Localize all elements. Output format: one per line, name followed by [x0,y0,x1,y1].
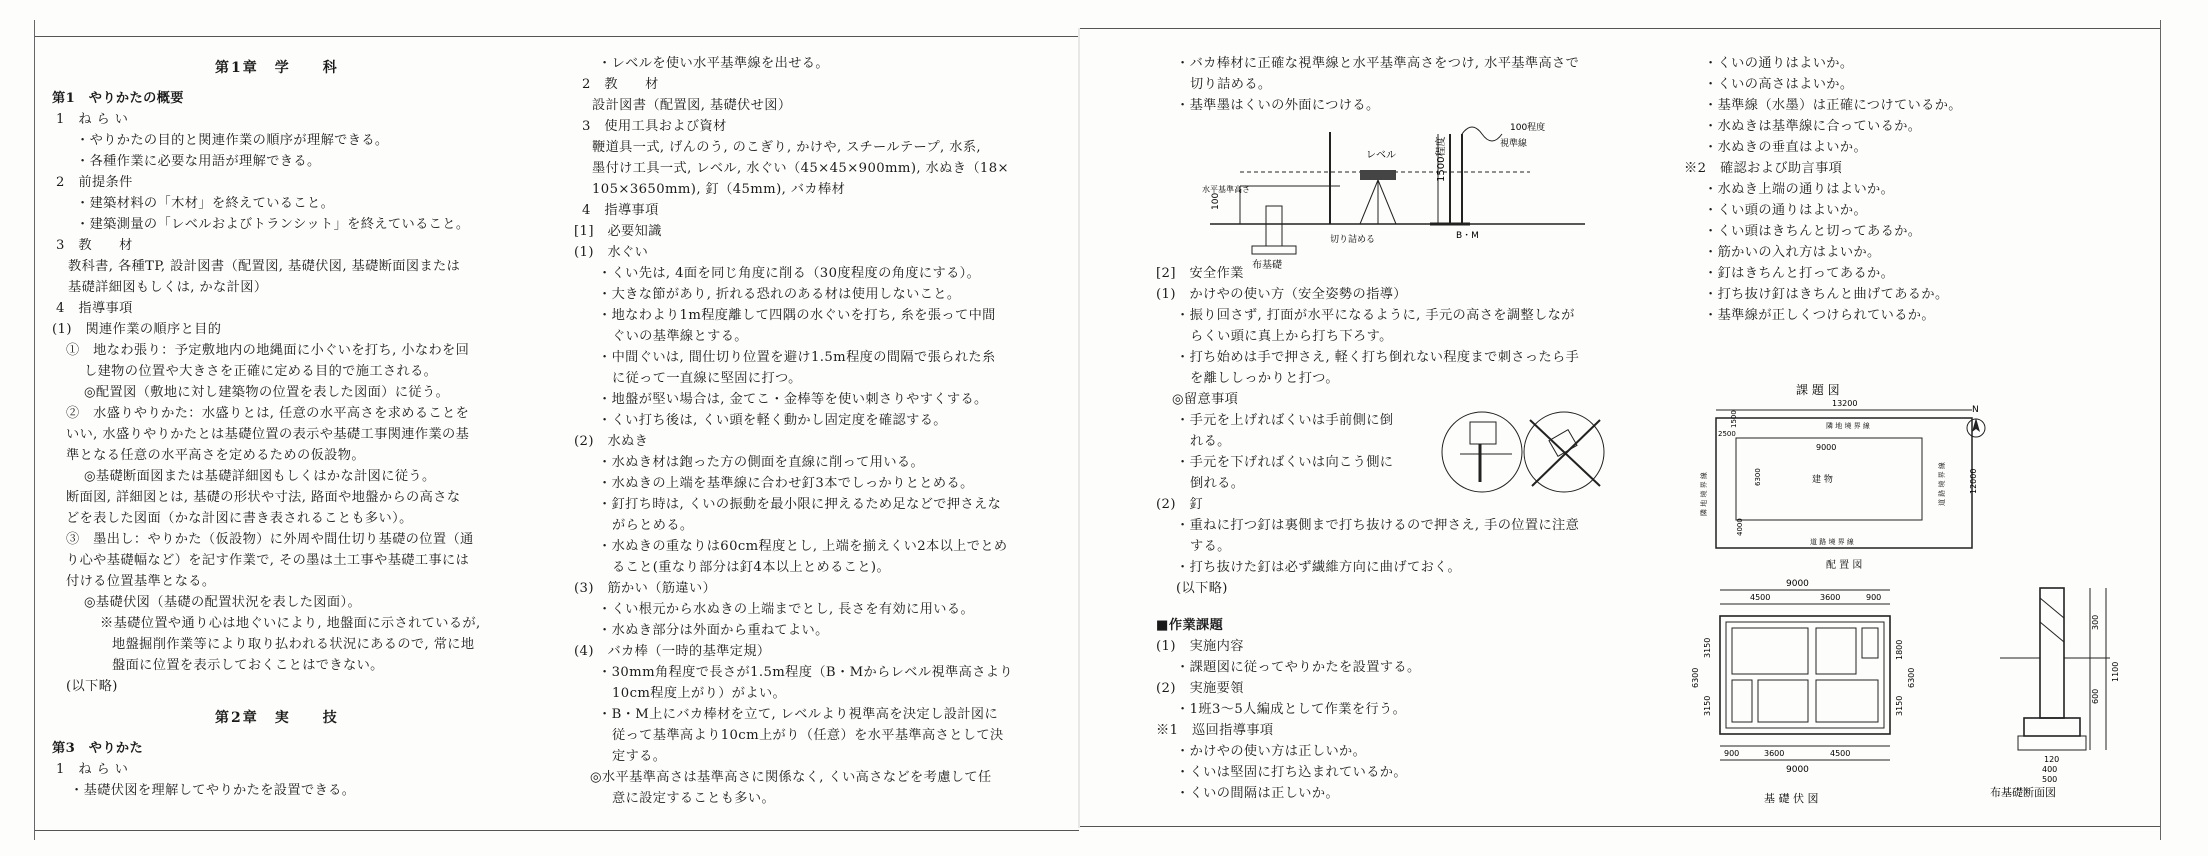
column3-line: (1) 実施内容 [1156,639,1244,654]
column4-line: ※2 確認および助言事項 [1684,161,1843,176]
column2-line: ・B・M上にバカ棒材を立て, レベルより視準高を決定し設計図に [598,707,999,722]
column3-line: [2] 安全作業 [1156,266,1244,281]
column2-line: に従って一直線に堅固に打つ。 [612,371,802,386]
svg-text:隣 地 境 界 線: 隣 地 境 界 線 [1700,472,1708,516]
column1-line: 地盤掘削作業等により取り払われる状況にあるので, 常に地 [112,637,475,652]
column1-line: 教科書, 各種TP, 設計図書（配置図, 基礎伏図, 基礎断面図または [68,259,461,274]
svg-text:3150: 3150 [1895,695,1904,716]
svg-text:1100: 1100 [2111,661,2120,682]
svg-text:道 路 境 界 線: 道 路 境 界 線 [1938,462,1946,506]
column2-line: 従って基準高より10cm上がり（任意）を水平基準高さとして決 [612,728,1004,743]
bm-label: B・M [1456,231,1479,241]
column1-line: し建物の位置や大きさを正確に定める目的で施工される。 [84,364,438,379]
svg-text:3600: 3600 [1820,593,1841,602]
site-plan [1676,376,2006,576]
column1-line: 付ける位置基準となる。 [66,574,216,589]
column3-line: ・1班3～5人編成として作業を行う。 [1176,702,1407,717]
column3-line: ・くいは堅固に打ち込まれているか。 [1176,765,1407,780]
svg-text:13200: 13200 [1832,399,1858,408]
svg-text:400: 400 [2042,765,2058,774]
column4-line: ・くい頭はきちんと切ってあるか。 [1704,224,1922,239]
column1-line: 第1 やりかたの概要 [52,91,184,106]
column3-line: (2) 釘 [1156,497,1204,512]
column2-line: ・地盤が堅い場合は, 金てこ・金棒等を使い刺さりやすくする。 [598,392,988,407]
column2-line: ・くい根元から水ぬきの上端までとし, 長さを有効に用いる。 [598,602,975,617]
svg-text:4000: 4000 [1736,518,1744,536]
sight-line-label: 視準線 [1500,139,1528,149]
column1-line: 第2章 実 技 [215,710,339,726]
svg-text:600: 600 [2091,688,2100,704]
svg-text:6300: 6300 [1691,667,1700,688]
svg-text:隣 地 境 界 線: 隣 地 境 界 線 [1826,422,1870,430]
column3-line: ■作業課題 [1156,618,1224,633]
column3-line: ※1 巡回指導事項 [1156,723,1274,738]
column1-line: ◎基礎伏図（基礎の配置状況を表した図面）。 [84,595,362,610]
foundation-plan [1680,576,1920,812]
column3-line: (2) 実施要領 [1156,681,1244,696]
column2-line: ◎水平基準高さは基準高さに関係なく, くい高さなどを考慮して任 [590,770,992,785]
column3-line: ・打ち始めは手で押さえ, 軽く打ち倒れない程度まで刺さったら手 [1176,350,1580,365]
column1-line: どを表した図面（かな計図に書き表されることも多い）。 [66,511,413,526]
column4-line: ・打ち抜け釘はきちんと曲げてあるか。 [1704,287,1949,302]
mallet-figure [1440,404,1610,504]
column2-line: ・くい先は, 4面を同じ角度に削る（30度程度の角度にする）。 [598,266,981,281]
section-caption: 布基礎断面図 [1990,786,2056,798]
svg-text:2500: 2500 [1718,430,1736,438]
column2-line: ・水ぬき部分は外面から重ねてよい。 [598,623,829,638]
column2-line: (2) 水ぬき [574,434,649,449]
column1-line: ・基礎伏図を理解してやりかたを設置できる。 [70,783,356,798]
svg-text:9000: 9000 [1786,579,1809,589]
foundation-plan-caption: 基 礎 伏 図 [1764,792,1819,805]
column3-line: ・バカ棒材に正確な視準線と水平基準高さをつけ, 水平基準高さで [1176,56,1580,71]
column3-line: らくい頭に真上から打ち下ろす。 [1190,329,1393,344]
column1-line: ・やりかたの目的と関連作業の順序が理解できる。 [76,133,389,148]
top-rule-left [34,36,1079,37]
column2-line: ・水ぬきの重なりは60cm程度とし, 上端を揃えくい2本以上でとめ [598,539,1008,554]
svg-text:9000: 9000 [1786,765,1809,775]
column1-line: ・建築測量の「レベルおよびトランシット」を終えていること。 [76,217,470,232]
column1-line: 1 ね ら い [56,762,129,777]
column4-line: ・筋かいの入れ方はよいか。 [1704,245,1881,260]
column2-line: ・水ぬきの上端を基準線に合わせ釘3本でしっかりととめる。 [598,476,974,491]
column1-line: り心や基礎幅など）を記す作業で, その墨は土工事や基礎工事には [66,553,470,568]
column2-line: 3 使用工具および資材 [582,119,727,134]
svg-text:1800: 1800 [1895,639,1904,660]
column3-line: 倒れる。 [1190,476,1245,491]
level-figure [1200,112,1590,272]
height-100-label: 100程度 [1510,123,1546,133]
column2-line: ・釘打ち時は, くいの振動を最小限に押えるため足などで押さえな [598,497,1002,512]
column2-line: 2 教 材 [582,77,659,92]
column4-line: ・くいの通りはよいか。 [1704,56,1854,71]
cut-label: 切り詰める [1330,235,1376,245]
column3-line: ・くいの間隔は正しいか。 [1176,786,1340,801]
svg-text:900: 900 [1724,749,1740,758]
svg-text:道 路 境 界 線: 道 路 境 界 線 [1810,538,1854,546]
column1-line: 基礎詳細図もしくは, かな計図） [68,280,268,295]
strip-foundation-label: 布基礎 [1252,260,1282,271]
column4-line: ・くい頭の通りはよいか。 [1704,203,1868,218]
column1-line: (1) 関連作業の順序と目的 [52,322,222,337]
column3-line: ・重ねに打つ釘は裏側まで打ち抜けるので押さえ, 手の位置に注意 [1176,518,1580,533]
column2-line: 4 指導事項 [582,203,659,218]
column1-line: 3 教 材 [56,238,133,253]
column1-line: (以下略) [66,679,118,694]
column2-line: 鞭道具一式, げんのう, のこぎり, かけや, スチールテープ, 水系, [592,140,982,155]
column4-line: ・水ぬき上端の通りはよいか。 [1704,182,1895,197]
column1-line: 2 前提条件 [56,175,133,190]
column2-line: 墨付け工具一式, レベル, 水ぐい（45×45×900mm), 水ぬき（18× [592,161,1009,176]
column3-line: ◎留意事項 [1172,392,1239,407]
column3-line: ・基準墨はくいの外面につける。 [1176,98,1380,113]
column1-line: 1 ね ら い [56,112,129,127]
column3-line: れる。 [1190,434,1231,449]
column2-line: 105×3650mm), 釘（45mm), バカ棒材 [592,182,846,197]
dim-100-label: 100 [1211,192,1221,210]
column1-line: 4 指導事項 [56,301,133,316]
svg-text:12000: 12000 [1969,468,1978,494]
svg-text:9000: 9000 [1816,443,1837,452]
column3-line: 切り詰める。 [1190,77,1272,92]
top-rule-right [1080,28,2160,29]
svg-text:6300: 6300 [1754,468,1762,486]
column1-line: ② 水盛りやりかた：水盛りとは, 任意の水平高さを求めることを [66,406,470,421]
column1-line: 断面図, 詳細図とは, 基礎の形状や寸法, 路面や地盤からの高さな [66,490,461,505]
left-border [34,20,35,840]
column3-line: ・課題図に従ってやりかたを設置する。 [1176,660,1421,675]
column2-line: ぐいの基準線とする。 [612,329,748,344]
svg-text:4500: 4500 [1750,593,1771,602]
column2-line: ・30mm角程度で長さが1.5m程度（B・Mからレベル視準高さより [598,665,1013,680]
column2-line: ・大きな節があり, 折れる恐れのある材は使用しないこと。 [598,287,961,302]
column2-line: 10cm程度上がり）がよい。 [612,686,787,701]
svg-text:建 物: 建 物 [1812,475,1833,485]
foundation-section [1990,578,2130,798]
column1-line: ◎基礎断面図または基礎詳細図もしくはかな計図に従う。 [84,469,436,484]
column4-line: ・基準線が正しくつけられているか。 [1704,308,1935,323]
column2-line: (4) バカ棒（一時的基準定規） [574,644,771,659]
north-label: N [1972,405,1979,415]
svg-text:3150: 3150 [1703,695,1712,716]
column1-line: ※基礎位置や通り心は地ぐいにより, 地盤面に示されているが, [100,616,481,631]
column1-line: 第1章 学 科 [215,60,339,76]
column3-line: ・かけやの使い方は正しいか。 [1176,744,1367,759]
column1-line: ・建築材料の「木材」を終えていること。 [76,196,335,211]
svg-text:900: 900 [1866,593,1882,602]
column3-line: する。 [1190,539,1231,554]
column1-line: 準となる任意の水平高さを定めるための仮設物。 [66,448,365,463]
column4-line: ・水ぬきの垂直はよいか。 [1704,140,1868,155]
svg-text:3600: 3600 [1764,749,1785,758]
column4-line: ・釘はきちんと打ってあるか。 [1704,266,1895,281]
bottom-rule-left [34,830,1079,831]
column4-line: ・くいの高さはよいか。 [1704,77,1854,92]
page-fold [1078,28,1080,828]
column1-line: ・各種作業に必要な用語が理解できる。 [76,154,321,169]
column3-line: ・手元を上げればくいは手前側に倒 [1176,413,1394,428]
column2-line: 意に設定することも多い。 [612,791,776,806]
column2-line: ること(重なり部分は釘4本以上とめること)。 [612,560,891,575]
column1-line: 盤面に位置を表示しておくことはできない。 [112,658,384,673]
svg-text:500: 500 [2042,775,2058,784]
svg-text:300: 300 [2091,614,2100,630]
column3-line: (以下略) [1176,581,1228,596]
svg-text:120: 120 [2044,755,2060,764]
column2-line: 設計図書（配置図, 基礎伏せ図） [592,98,792,113]
column2-line: ・水ぬき材は鉋った方の側面を直線に削って用いる。 [598,455,925,470]
column1-line: ◎配置図（敷地に対し建築物の位置を表した図面）に従う。 [84,385,450,400]
height-1500-label: 1500程度 [1436,136,1447,182]
column2-line: (3) 筋かい（筋違い） [574,581,717,596]
column3-line: ・手元を下げればくいは向こう側に [1176,455,1394,470]
column2-line: がらとめる。 [612,518,694,533]
column2-line: ・中間ぐいは, 間仕切り位置を避け1.5m程度の間隔で張られた糸 [598,350,996,365]
bottom-rule-right [1080,826,2160,827]
site-plan-caption: 配 置 図 [1826,560,1863,571]
column2-line: 定する。 [612,749,667,764]
horizontal-datum-label: 水平基準高さ [1202,185,1250,194]
column1-line: ① 地なわ張り：予定敷地内の地縄面に小ぐいを打ち, 小なわを回 [66,343,470,358]
column1-line: ③ 墨出し：やりかた（仮設物）に外周や間仕切り基礎の位置（通 [66,532,474,547]
column4-line: ・基準線（水墨）は正確につけているか。 [1704,98,1962,113]
column1-line: いい, 水盛りやりかたとは基礎位置の表示や基礎工事関連作業の基 [66,427,470,442]
column2-line: (1) 水ぐい [574,245,649,260]
column4-line: ・水ぬきは基準線に合っているか。 [1704,119,1922,134]
column3-line: ・振り回さず, 打面が水平になるように, 手元の高さを調整しなが [1176,308,1575,323]
column3-line: を離ししっかりと打つ。 [1190,371,1339,386]
column3-line: ・打ち抜けた釘は必ず繊維方向に曲げておく。 [1176,560,1462,575]
column2-line: [1] 必要知識 [574,224,662,239]
column2-line: ・地なわより1m程度離して四隅の水ぐいを打ち, 糸を張って中間 [598,308,996,323]
column3-line: (1) かけやの使い方（安全姿勢の指導） [1156,287,1407,302]
svg-text:4500: 4500 [1830,749,1851,758]
column1-line: 第3 やりかた [52,741,144,756]
svg-text:1500: 1500 [1730,410,1738,428]
svg-text:6300: 6300 [1907,667,1916,688]
svg-text:3150: 3150 [1703,637,1712,658]
site-plan-title: 課 題 図 [1796,383,1840,397]
column2-line: ・くい打ち後は, くい頭を軽く動かし固定度を確認する。 [598,413,947,428]
column2-line: ・レベルを使い水平基準線を出せる。 [598,56,829,71]
level-label: レベル [1366,150,1396,161]
right-border [2160,20,2161,840]
